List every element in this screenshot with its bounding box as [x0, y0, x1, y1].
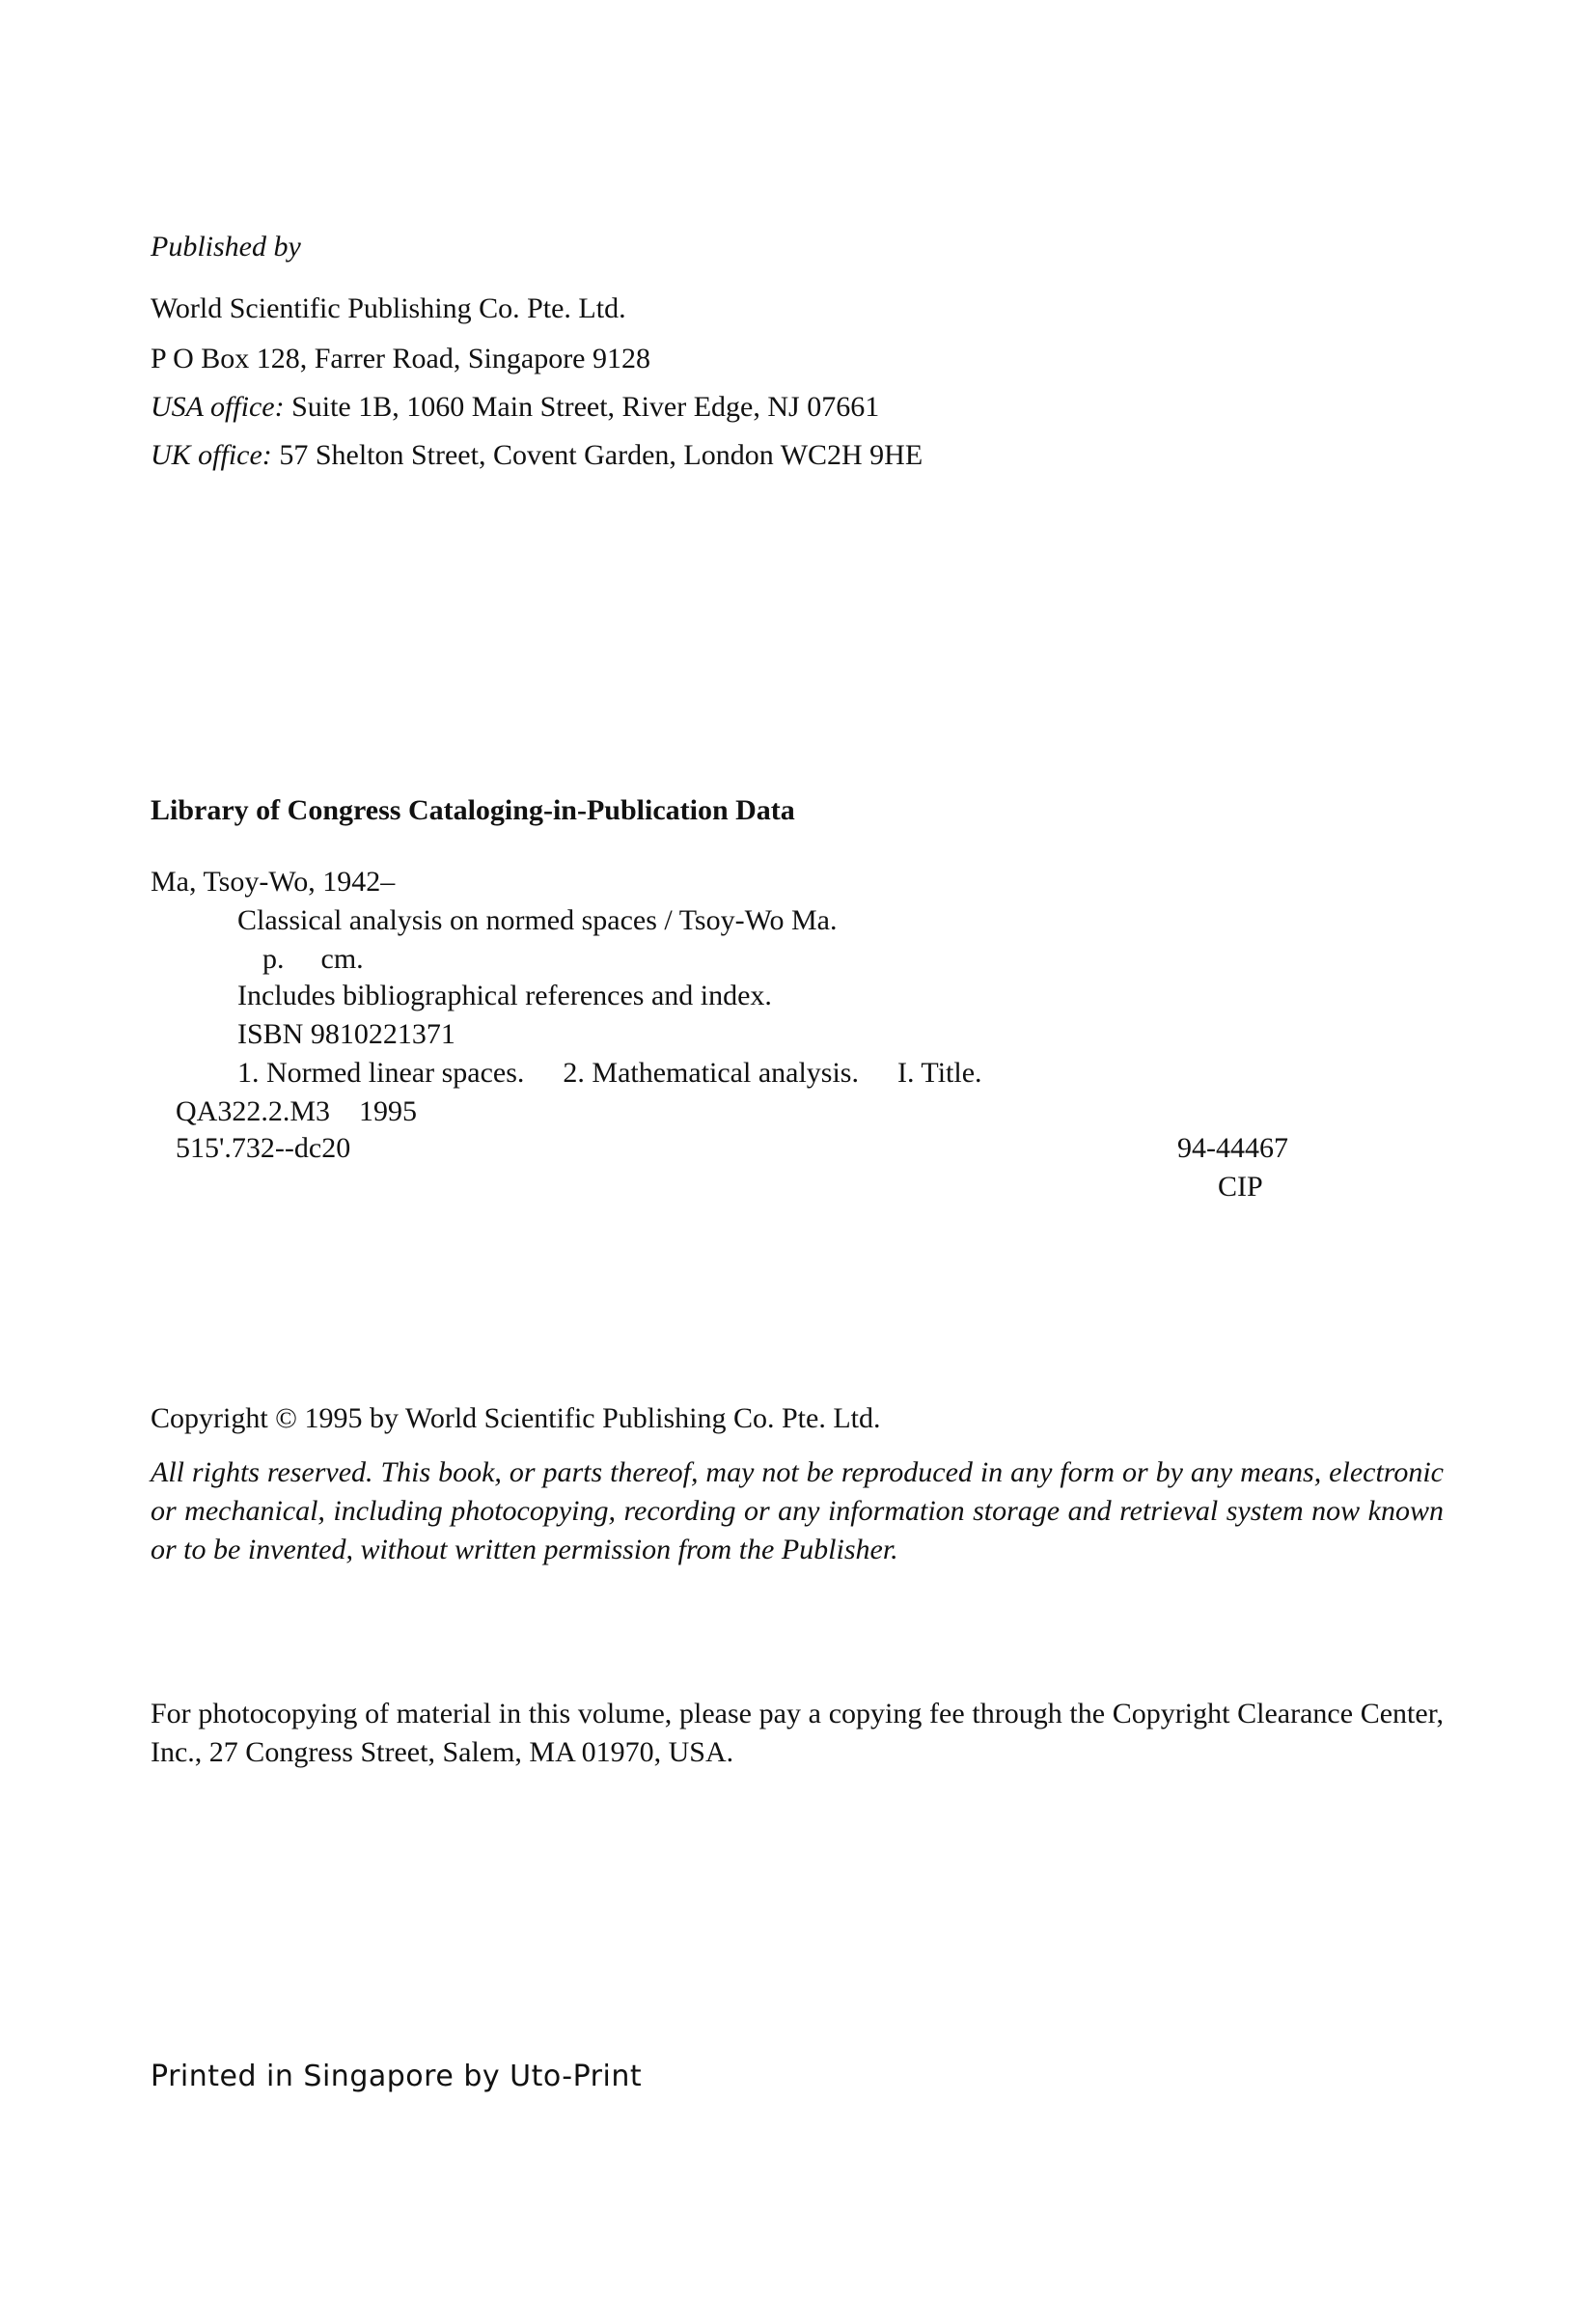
printed-in-line: Printed in Singapore by Uto-Print — [151, 2060, 643, 2093]
cip-lc-year: 1995 — [359, 1095, 418, 1127]
cip-isbn: ISBN 9810221371 — [237, 1018, 455, 1050]
publisher-address: P O Box 128, Farrer Road, Singapore 9128 — [151, 343, 650, 374]
cip-lccn: 94-44467 — [1177, 1132, 1288, 1164]
photocopy-note: For photocopying of material in this volume, please pay a copying fee through the Copyright Clearance Center, Inc., 27 Congress Street, Salem, MA 01970, USA. — [151, 1698, 1444, 1768]
cip-subjects — [237, 1056, 982, 1091]
cip-heading: Library of Congress Cataloging-in-Publication Data — [151, 794, 795, 826]
cip-author: Ma, Tsoy-Wo, 1942– — [151, 866, 396, 898]
cip-lc-line — [176, 1094, 417, 1129]
cip-title: Classical analysis on normed spaces / Tsoy-Wo Ma. — [237, 904, 838, 936]
cip-subject-2: 2. Mathematical analysis. — [563, 1057, 859, 1089]
usa-office-address: Suite 1B, 1060 Main Street, River Edge, NJ 07661 — [291, 391, 880, 423]
uk-office-line — [151, 438, 923, 473]
rights-reserved-paragraph: All rights reserved. This book, or parts thereof, may not be reproduced in any form or by any means, electronic or mechanical, including photocopying, recording or any information storage and retrieval system now known or to be invented, without written permission from the Publisher. — [151, 1456, 1444, 1565]
cip-subject-3: I. Title. — [896, 1057, 982, 1089]
cip-lc-class: QA322.2.M3 — [176, 1095, 331, 1127]
usa-office-line — [151, 390, 879, 425]
publisher-name: World Scientific Publishing Co. Pte. Ltd. — [151, 292, 626, 324]
cip-dewey: 515'.732--dc20 — [176, 1132, 351, 1164]
cip-p: p. — [262, 943, 285, 975]
cip-subject-1: 1. Normed linear spaces. — [237, 1057, 525, 1089]
usa-office-label: USA office: — [151, 391, 285, 423]
cip-cm: cm. — [320, 943, 364, 975]
uk-office-label: UK office: — [151, 439, 272, 471]
cip-includes: Includes bibliographical references and index. — [237, 980, 772, 1011]
uk-office-address: 57 Shelton Street, Covent Garden, London WC2H 9HE — [279, 439, 923, 471]
copyright-line: Copyright © 1995 by World Scientific Publishing Co. Pte. Ltd. — [151, 1402, 881, 1434]
cip-label: CIP — [1218, 1171, 1263, 1203]
published-by-label: Published by — [151, 231, 301, 263]
cip-physical — [262, 942, 364, 977]
